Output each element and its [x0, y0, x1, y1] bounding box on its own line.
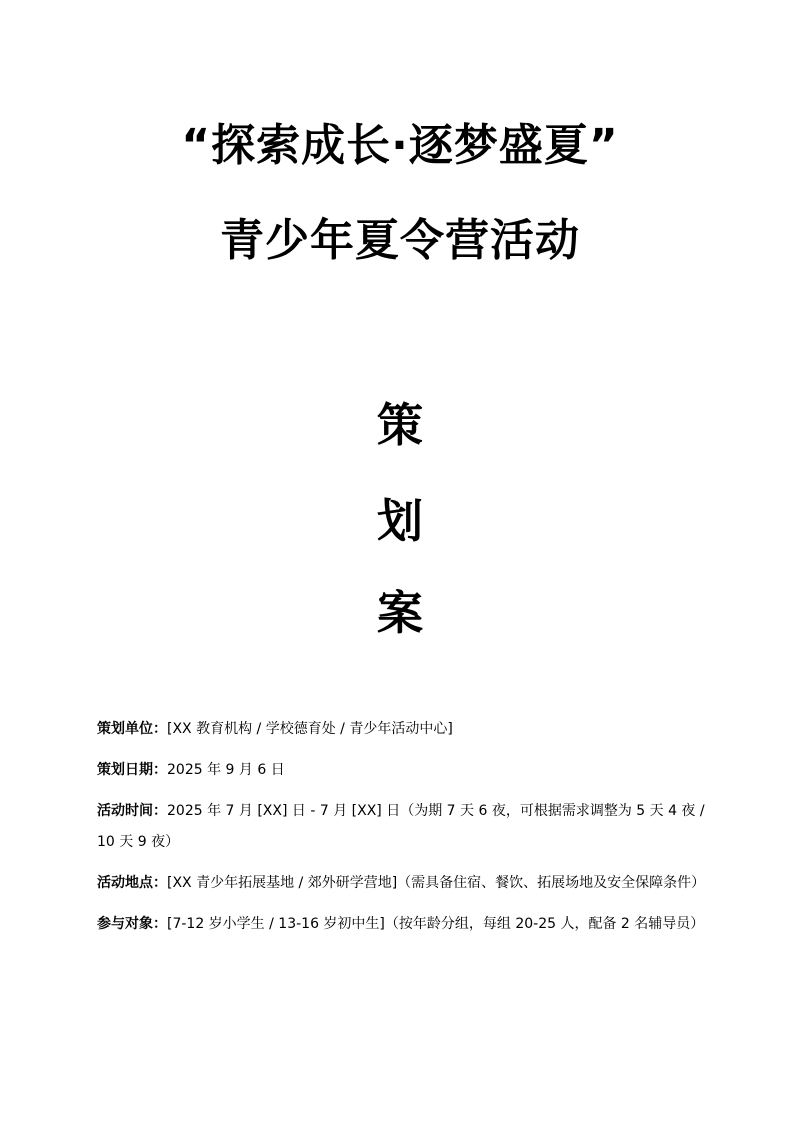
info-label: 活动时间：	[97, 803, 167, 819]
subtitle-char-1: 策	[377, 398, 423, 452]
info-item-participants	[97, 909, 707, 940]
info-label: 策划日期：	[97, 762, 167, 778]
info-section	[97, 714, 707, 950]
info-value: [XX 教育机构 / 学校德育处 / 青少年活动中心]	[167, 721, 453, 737]
document-title-line-2: 青少年夏令营活动	[220, 215, 580, 266]
info-label: 参与对象：	[97, 916, 167, 932]
subtitle-char-3: 案	[377, 586, 423, 640]
info-label: 活动地点：	[97, 875, 167, 891]
info-item-plan-date	[97, 755, 707, 786]
document-title-line-1: “探索成长·逐梦盛夏”	[181, 120, 619, 171]
info-item-activity-time	[97, 796, 707, 858]
info-item-organizer	[97, 714, 707, 745]
info-label: 策划单位：	[97, 721, 167, 737]
info-value: [XX 青少年拓展基地 / 郊外研学营地]（需具备住宿、餐饮、拓展场地及安全保障条件）	[167, 875, 706, 891]
info-value: 2025 年 7 月 [XX] 日 - 7 月 [XX] 日（为期 7 天 6 夜，可根据需求调整为 5 天 4 夜 / 10 天 9 夜）	[97, 803, 705, 850]
info-item-location	[97, 868, 707, 899]
info-value: [7-12 岁小学生 / 13-16 岁初中生]（按年龄分组，每组 20-25 人，配备 2 名辅导员）	[167, 916, 705, 932]
info-value: 2025 年 9 月 6 日	[167, 762, 285, 778]
subtitle-char-2: 划	[377, 494, 423, 548]
